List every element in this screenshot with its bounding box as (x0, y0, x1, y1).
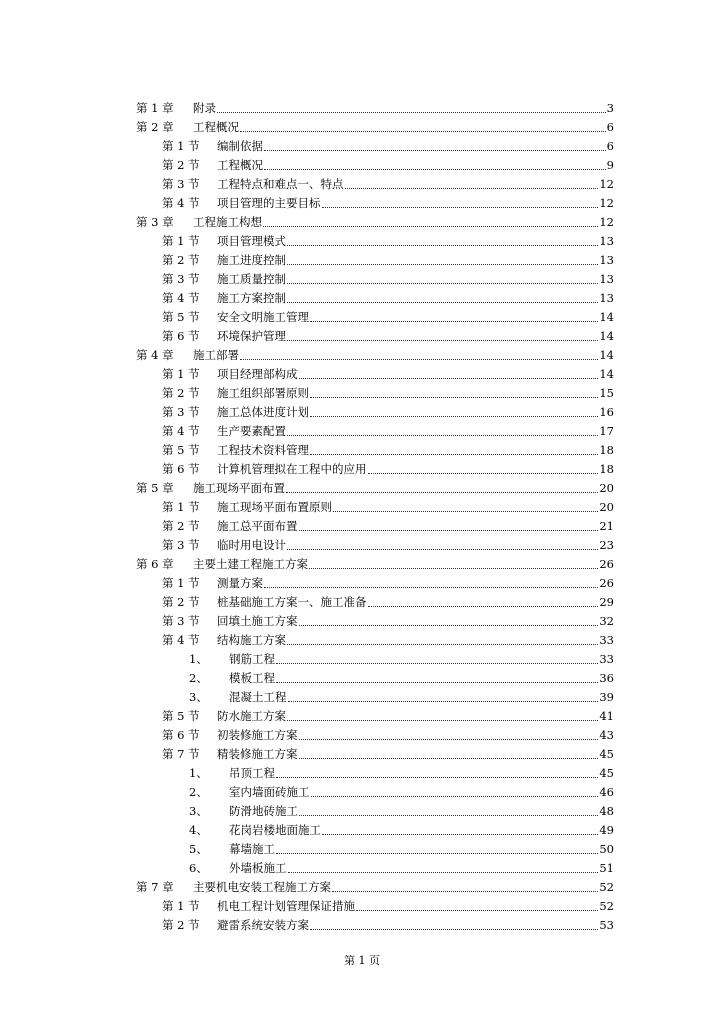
toc-entry-page: 12 (599, 177, 614, 191)
toc-entry-page: 18 (599, 443, 614, 457)
toc-entry-page: 20 (599, 481, 614, 495)
toc-entry-title: 工程特点和难点一、特点 (217, 177, 344, 191)
toc-entry-page: 17 (599, 424, 614, 438)
toc-entry-page: 20 (599, 500, 614, 514)
toc-dot-leader (333, 511, 598, 512)
toc-entry-page: 41 (599, 709, 614, 723)
toc-entry[interactable] (0, 495, 724, 514)
toc-entry-title: 项目管理模式 (217, 234, 286, 248)
toc-entry[interactable] (0, 267, 724, 286)
toc-entry-title: 安全文明施工管理 (217, 310, 309, 324)
toc-entry-page: 53 (599, 918, 614, 932)
toc-dot-leader (276, 663, 598, 664)
page-footer: 第 1 页 (344, 954, 380, 967)
toc-entry-number: 第 4 节 (162, 291, 200, 305)
toc-entry[interactable] (0, 134, 724, 153)
toc-entry-title: 防滑地砖施工 (229, 804, 298, 818)
toc-entry-page: 36 (599, 671, 614, 685)
toc-entry[interactable] (0, 96, 724, 115)
toc-entry-number: 第 6 节 (162, 728, 200, 742)
toc-entry-number: 第 1 节 (162, 234, 200, 248)
toc-entry-number: 第 3 节 (162, 272, 200, 286)
toc-entry-number: 3、 (189, 804, 208, 818)
toc-entry-title: 工程技术资料管理 (217, 443, 309, 457)
toc-entry[interactable] (0, 153, 724, 172)
toc-entry[interactable] (0, 647, 724, 666)
toc-entry-title: 施工部署 (193, 348, 239, 362)
toc-entry-page: 49 (599, 823, 614, 837)
toc-entry[interactable] (0, 894, 724, 913)
toc-dot-leader (276, 777, 598, 778)
toc-entry-number: 第 6 节 (162, 329, 200, 343)
toc-entry-title: 项目管理的主要目标 (217, 196, 321, 210)
toc-entry[interactable] (0, 362, 724, 381)
toc-entry-title: 吊顶工程 (229, 766, 275, 780)
toc-entry-page: 13 (599, 272, 614, 286)
toc-dot-leader (287, 245, 598, 246)
toc-entry-number: 第 2 章 (136, 120, 174, 134)
toc-entry-page: 12 (599, 215, 614, 229)
toc-entry[interactable] (0, 818, 724, 837)
toc-entry-number: 第 4 节 (162, 196, 200, 210)
toc-entry-number: 第 1 节 (162, 899, 200, 913)
toc-entry[interactable] (0, 457, 724, 476)
toc-dot-leader (287, 340, 598, 341)
toc-entry[interactable] (0, 343, 724, 362)
toc-entry-title: 工程施工构想 (193, 215, 262, 229)
toc-entry-number: 第 6 章 (136, 557, 174, 571)
toc-entry[interactable] (0, 419, 724, 438)
toc-entry-number: 第 6 节 (162, 462, 200, 476)
toc-dot-leader (368, 606, 599, 607)
toc-entry-page: 14 (599, 329, 614, 343)
toc-entry-title: 临时用电设计 (217, 538, 286, 552)
toc-dot-leader (287, 435, 598, 436)
toc-entry-page: 43 (599, 728, 614, 742)
toc-entry[interactable] (0, 514, 724, 533)
toc-entry-number: 6、 (189, 861, 208, 875)
toc-entry-title: 桩基础施工方案一、施工准备 (217, 595, 367, 609)
toc-entry-page: 52 (599, 880, 614, 894)
toc-entry-number: 5、 (189, 842, 208, 856)
toc-dot-leader (287, 644, 598, 645)
toc-entry-page: 50 (599, 842, 614, 856)
toc-entry-number: 第 1 节 (162, 576, 200, 590)
toc-entry-title: 施工总平面布置 (217, 519, 298, 533)
toc-dot-leader (264, 150, 606, 151)
toc-entry-number: 第 4 节 (162, 424, 200, 438)
toc-entry[interactable] (0, 286, 724, 305)
toc-entry[interactable] (0, 324, 724, 343)
toc-entry-title: 施工现场平面布置原则 (217, 500, 332, 514)
toc-dot-leader (299, 530, 599, 531)
toc-dot-leader (287, 720, 598, 721)
toc-entry-page: 16 (599, 405, 614, 419)
toc-entry-number: 1、 (189, 766, 208, 780)
toc-entry-number: 第 1 节 (162, 367, 200, 381)
toc-entry-title: 外墙板施工 (229, 861, 287, 875)
toc-entry-page: 21 (599, 519, 614, 533)
toc-entry-page: 23 (599, 538, 614, 552)
toc-entry[interactable] (0, 210, 724, 229)
toc-entry-page: 32 (599, 614, 614, 628)
toc-entry-number: 第 5 章 (136, 481, 174, 495)
toc-entry-title: 初装修施工方案 (217, 728, 298, 742)
toc-entry-page: 52 (599, 899, 614, 913)
toc-entry-page: 45 (599, 747, 614, 761)
toc-dot-leader (264, 169, 606, 170)
toc-entry-page: 14 (599, 348, 614, 362)
toc-entry[interactable] (0, 248, 724, 267)
toc-dot-leader (288, 872, 599, 873)
toc-dot-leader (240, 359, 598, 360)
toc-dot-leader (263, 226, 598, 227)
toc-entry-number: 第 7 章 (136, 880, 174, 894)
toc-dot-leader (288, 701, 599, 702)
toc-entry-page: 46 (599, 785, 614, 799)
toc-entry-page: 39 (599, 690, 614, 704)
toc-entry[interactable] (0, 742, 724, 761)
toc-entry-title: 工程概况 (217, 158, 263, 172)
toc-dot-leader (217, 112, 606, 113)
toc-entry[interactable] (0, 875, 724, 894)
toc-entry-title: 回填土施工方案 (217, 614, 298, 628)
toc-dot-leader (311, 796, 599, 797)
toc-dot-leader (299, 758, 599, 759)
toc-entry-title: 施工总体进度计划 (217, 405, 309, 419)
toc-entry-title: 施工质量控制 (217, 272, 286, 286)
toc-dot-leader (287, 264, 598, 265)
toc-dot-leader (299, 625, 599, 626)
toc-entry-number: 第 2 节 (162, 519, 200, 533)
toc-entry[interactable] (0, 115, 724, 134)
toc-entry[interactable] (0, 685, 724, 704)
toc-entry-number: 第 1 节 (162, 500, 200, 514)
toc-entry-title: 施工方案控制 (217, 291, 286, 305)
toc-dot-leader (310, 929, 598, 930)
toc-entry-title: 避雷系统安装方案 (217, 918, 309, 932)
toc-entry-page: 9 (606, 158, 614, 172)
toc-dot-leader (264, 587, 598, 588)
toc-entry-page: 13 (599, 253, 614, 267)
toc-dot-leader (299, 815, 598, 816)
toc-entry-title: 精装修施工方案 (217, 747, 298, 761)
toc-entry-title: 计算机管理拟在工程中的应用 (217, 462, 367, 476)
toc-entry-page: 51 (599, 861, 614, 875)
toc-entry-page: 18 (599, 462, 614, 476)
toc-entry-title: 测量方案 (217, 576, 263, 590)
toc-entry[interactable] (0, 856, 724, 875)
toc-dot-leader (276, 682, 598, 683)
table-of-contents (0, 96, 724, 932)
toc-entry-title: 环境保护管理 (217, 329, 286, 343)
toc-entry[interactable] (0, 191, 724, 210)
toc-dot-leader (310, 454, 598, 455)
toc-entry[interactable] (0, 476, 724, 495)
toc-entry-number: 第 2 节 (162, 918, 200, 932)
toc-entry[interactable] (0, 628, 724, 647)
toc-dot-leader (322, 834, 598, 835)
toc-entry-title: 编制依据 (217, 139, 263, 153)
toc-dot-leader (240, 131, 606, 132)
toc-entry-number: 第 1 节 (162, 139, 200, 153)
toc-entry-title: 主要机电安装工程施工方案 (193, 880, 331, 894)
toc-entry-number: 第 7 节 (162, 747, 200, 761)
toc-entry[interactable] (0, 704, 724, 723)
toc-entry-page: 26 (599, 576, 614, 590)
toc-entry-title: 生产要素配置 (217, 424, 286, 438)
toc-dot-leader (345, 188, 599, 189)
toc-entry-number: 4、 (189, 823, 208, 837)
toc-entry[interactable] (0, 666, 724, 685)
toc-entry-title: 花岗岩楼地面施工 (229, 823, 321, 837)
toc-dot-leader (299, 739, 599, 740)
toc-entry-number: 第 4 节 (162, 633, 200, 647)
toc-entry[interactable] (0, 837, 724, 856)
toc-entry-page: 14 (599, 367, 614, 381)
toc-entry-page: 48 (599, 804, 614, 818)
toc-entry-number: 第 3 节 (162, 177, 200, 191)
toc-dot-leader (310, 416, 598, 417)
toc-entry-number: 第 3 章 (136, 215, 174, 229)
toc-entry-page: 14 (599, 310, 614, 324)
toc-entry[interactable] (0, 723, 724, 742)
toc-entry-title: 工程概况 (193, 120, 239, 134)
toc-entry-number: 2、 (189, 785, 208, 799)
toc-entry-number: 3、 (189, 690, 208, 704)
toc-dot-leader (368, 473, 599, 474)
toc-entry[interactable] (0, 552, 724, 571)
toc-dot-leader (309, 568, 598, 569)
toc-entry-title: 结构施工方案 (217, 633, 286, 647)
toc-entry[interactable] (0, 381, 724, 400)
toc-entry[interactable] (0, 799, 724, 818)
toc-entry-page: 13 (599, 291, 614, 305)
toc-entry-title: 幕墙施工 (229, 842, 275, 856)
toc-entry-number: 1、 (189, 652, 208, 666)
toc-entry-page: 12 (599, 196, 614, 210)
toc-entry-number: 第 1 章 (136, 101, 174, 115)
toc-entry-page: 15 (599, 386, 614, 400)
toc-entry[interactable] (0, 229, 724, 248)
toc-entry-number: 第 5 节 (162, 709, 200, 723)
toc-dot-leader (287, 549, 598, 550)
toc-entry-page: 26 (599, 557, 614, 571)
toc-entry-title: 室内墙面砖施工 (229, 785, 310, 799)
toc-dot-leader (310, 397, 598, 398)
toc-entry-number: 第 3 节 (162, 538, 200, 552)
toc-entry-page: 13 (599, 234, 614, 248)
toc-entry[interactable] (0, 533, 724, 552)
toc-entry-title: 混凝土工程 (229, 690, 287, 704)
toc-entry-title: 附录 (193, 101, 216, 115)
toc-entry[interactable] (0, 400, 724, 419)
toc-entry[interactable] (0, 761, 724, 780)
toc-entry[interactable] (0, 172, 724, 191)
toc-entry-title: 施工组织部署原则 (217, 386, 309, 400)
toc-entry-number: 第 2 节 (162, 595, 200, 609)
toc-entry-page: 45 (599, 766, 614, 780)
toc-dot-leader (356, 910, 598, 911)
toc-entry-title: 钢筋工程 (229, 652, 275, 666)
toc-dot-leader (322, 207, 599, 208)
toc-entry-page: 33 (599, 633, 614, 647)
toc-dot-leader (287, 302, 598, 303)
toc-dot-leader (276, 853, 598, 854)
toc-entry-title: 施工进度控制 (217, 253, 286, 267)
toc-dot-leader (286, 492, 598, 493)
toc-entry-page: 3 (606, 101, 614, 115)
toc-entry-title: 模板工程 (229, 671, 275, 685)
toc-entry-page: 29 (599, 595, 614, 609)
toc-entry-number: 第 5 节 (162, 310, 200, 324)
toc-entry-page: 6 (606, 120, 614, 134)
toc-entry-page: 33 (599, 652, 614, 666)
toc-entry-number: 第 4 章 (136, 348, 174, 362)
toc-entry[interactable] (0, 305, 724, 324)
toc-entry[interactable] (0, 609, 724, 628)
toc-dot-leader (332, 891, 598, 892)
toc-entry-title: 项目经理部构成 (217, 367, 298, 381)
toc-dot-leader (287, 283, 598, 284)
toc-entry-number: 第 2 节 (162, 253, 200, 267)
toc-entry-number: 第 5 节 (162, 443, 200, 457)
toc-entry[interactable] (0, 571, 724, 590)
toc-entry-number: 第 3 节 (162, 614, 200, 628)
toc-entry-number: 第 2 节 (162, 386, 200, 400)
toc-dot-leader (299, 378, 599, 379)
toc-entry-number: 第 3 节 (162, 405, 200, 419)
toc-entry-title: 机电工程计划管理保证措施 (217, 899, 355, 913)
toc-entry[interactable] (0, 590, 724, 609)
toc-entry[interactable] (0, 913, 724, 932)
toc-entry-title: 施工现场平面布置 (193, 481, 285, 495)
toc-entry[interactable] (0, 438, 724, 457)
toc-entry-title: 防水施工方案 (217, 709, 286, 723)
toc-entry-page: 6 (606, 139, 614, 153)
toc-dot-leader (310, 321, 598, 322)
toc-entry-title: 主要土建工程施工方案 (193, 557, 308, 571)
toc-entry[interactable] (0, 780, 724, 799)
toc-entry-number: 第 2 节 (162, 158, 200, 172)
toc-entry-number: 2、 (189, 671, 208, 685)
